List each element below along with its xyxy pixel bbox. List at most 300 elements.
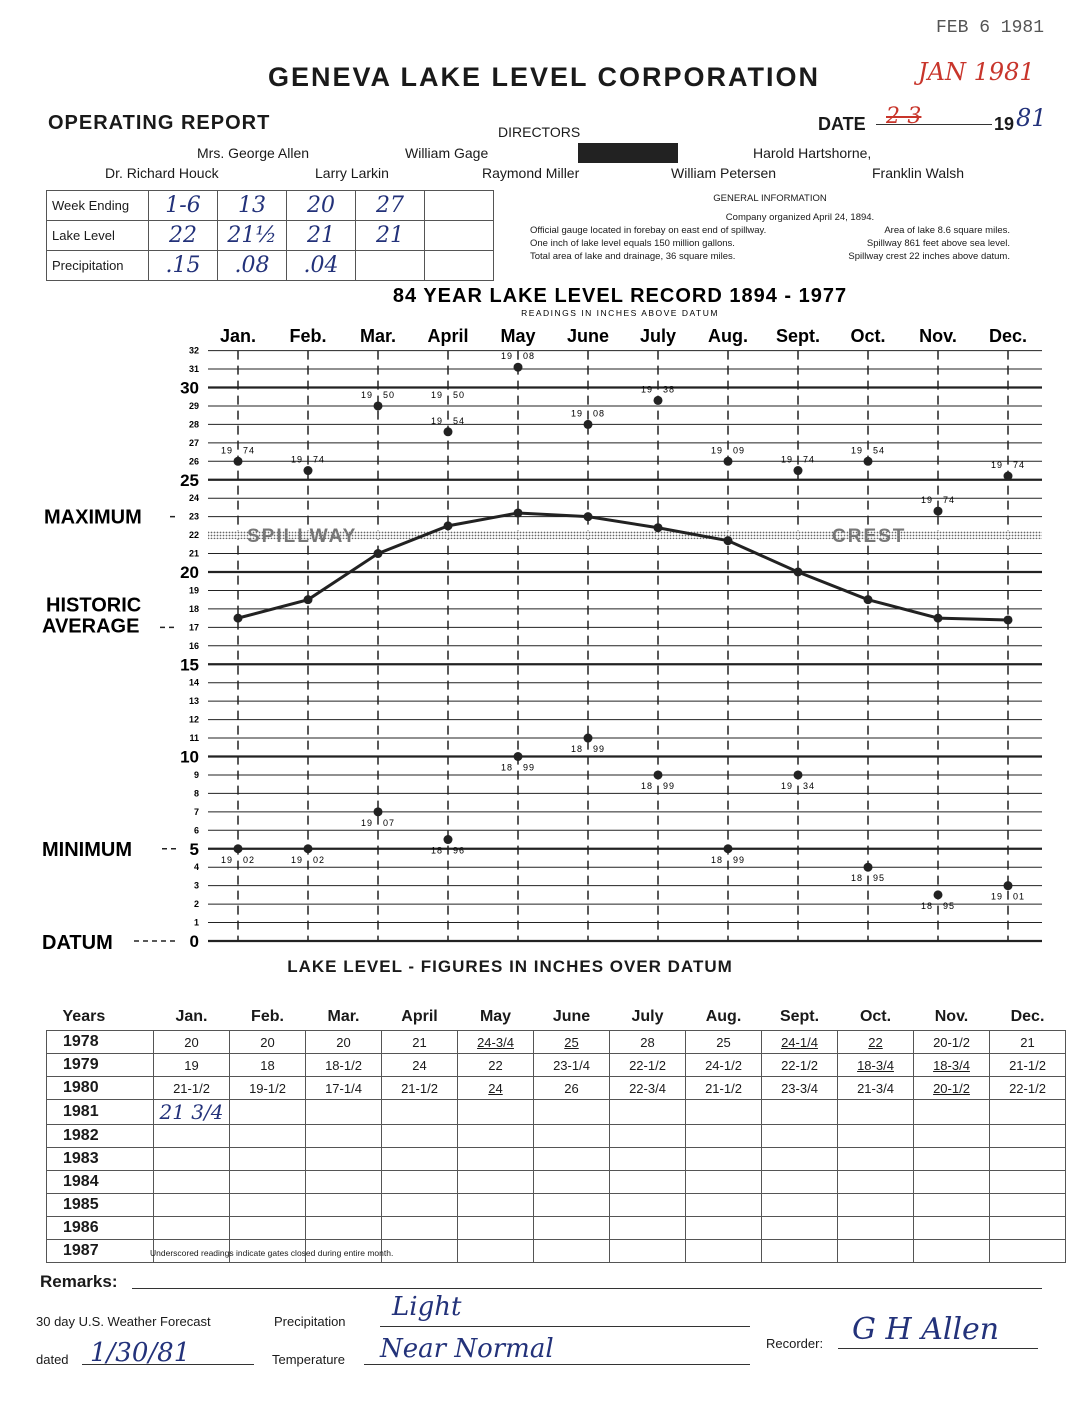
received-stamp: FEB 6 1981 — [936, 18, 1045, 38]
month-header: June — [552, 1008, 591, 1025]
y-tick-label: 28 — [188, 419, 199, 430]
level-cell: 19-1/2 — [230, 1077, 306, 1100]
min-year-label: 18 — [430, 845, 443, 856]
level-cell — [610, 1125, 686, 1148]
y-tick-label: 6 — [193, 825, 199, 836]
info-line: Area of lake 8.6 square miles. — [884, 225, 1010, 236]
cell: 21 — [307, 223, 335, 248]
level-cell — [382, 1100, 458, 1125]
level-cell — [382, 1171, 458, 1194]
director: Harold Hartshorne, — [753, 145, 872, 161]
y-tick-label: 24 — [188, 493, 199, 504]
footnote: Underscored readings indicate gates closed during entire month. — [150, 1248, 394, 1258]
level-cell — [610, 1100, 686, 1125]
max-year-label: 54 — [873, 445, 886, 456]
max-year-label: 19 — [430, 389, 443, 400]
level-cell — [534, 1125, 610, 1148]
level-cell — [534, 1100, 610, 1125]
level-cell — [914, 1240, 990, 1263]
remarks-line — [132, 1288, 1042, 1289]
max-year-label: 19 — [780, 454, 793, 465]
month-labels — [220, 326, 1027, 346]
cell: 21½ — [227, 223, 277, 248]
level-cell — [686, 1148, 762, 1171]
y-tick-label: 18 — [188, 603, 199, 614]
max-year-label: 09 — [733, 445, 746, 456]
level-cell: 21-1/2 — [686, 1077, 762, 1100]
y-tick-label: 32 — [188, 345, 199, 356]
average-point — [1004, 615, 1013, 624]
row-label: Precipitation — [47, 251, 149, 281]
min-year-label: 07 — [383, 817, 396, 828]
max-year-label: 19 — [220, 445, 233, 456]
level-cell — [230, 1194, 306, 1217]
temperature-line — [364, 1364, 750, 1365]
level-cell — [990, 1240, 1066, 1263]
y-tick-label: 4 — [193, 862, 199, 873]
y-tick-label: 21 — [188, 548, 199, 559]
month-label: Jan. — [219, 326, 257, 346]
info-line: One inch of lake level equals 150 million gallons. — [530, 238, 735, 249]
min-point — [864, 863, 873, 872]
y-tick-label: 23 — [188, 511, 199, 522]
chart-subtitle: READINGS IN INCHES ABOVE DATUM — [521, 308, 719, 318]
y-tick-label: 14 — [188, 677, 199, 688]
y-tick-label: 29 — [188, 400, 199, 411]
date-label: DATE — [818, 114, 866, 134]
average-point — [514, 508, 523, 517]
info-line: Total area of lake and drainage, 36 square miles. — [530, 251, 736, 262]
level-cell — [686, 1125, 762, 1148]
level-cell: 24-1/4 — [762, 1031, 838, 1054]
level-cell: 18-3/4 — [838, 1054, 914, 1077]
chart-grid — [208, 351, 1042, 941]
level-cell: 20 — [306, 1031, 382, 1054]
level-cell: 20 — [230, 1031, 306, 1054]
month-header: Sept. — [779, 1008, 820, 1025]
y-tick-label: 25 — [180, 470, 199, 490]
general-info-heading: GENERAL INFORMATION — [713, 193, 827, 204]
level-cell — [914, 1171, 990, 1194]
month-label: July — [639, 326, 677, 346]
level-cell — [230, 1171, 306, 1194]
max-point — [654, 396, 663, 405]
max-year-label: 38 — [663, 384, 676, 395]
average-point — [304, 595, 313, 604]
y-tick-label: 10 — [180, 747, 199, 767]
month-label: Feb. — [289, 326, 327, 346]
historic-label: HISTORIC — [46, 594, 142, 617]
level-cell — [154, 1125, 230, 1148]
info-line: Spillway crest 22 inches above datum. — [848, 251, 1010, 262]
level-cell: 18-3/4 — [914, 1054, 990, 1077]
average-point — [654, 523, 663, 532]
level-cell — [458, 1148, 534, 1171]
month-header: July — [631, 1008, 664, 1025]
level-cell — [306, 1217, 382, 1240]
min-year-label: 95 — [873, 873, 886, 884]
level-cell — [154, 1217, 230, 1240]
level-cell — [762, 1217, 838, 1240]
level-cell — [914, 1148, 990, 1171]
month-header: May — [479, 1008, 512, 1025]
figures-title: LAKE LEVEL - FIGURES IN INCHES OVER DATUM — [287, 957, 733, 976]
month-label: Dec. — [988, 326, 1028, 346]
director: Dr. Richard Houck — [105, 165, 219, 181]
min-point — [584, 734, 593, 743]
level-cell — [306, 1148, 382, 1171]
max-point — [1004, 472, 1013, 481]
average-point — [374, 549, 383, 558]
level-cell — [382, 1217, 458, 1240]
level-cell — [838, 1100, 914, 1125]
date-year-handwritten: 81 — [1016, 104, 1047, 132]
min-year-label: 18 — [920, 900, 933, 911]
max-year-label: 19 — [500, 351, 513, 362]
level-cell: 17-1/4 — [306, 1077, 382, 1100]
level-cell — [914, 1194, 990, 1217]
info-line: Spillway 861 feet above sea level. — [866, 238, 1010, 249]
level-cell — [990, 1125, 1066, 1148]
average-point — [934, 614, 943, 623]
level-cell — [610, 1171, 686, 1194]
month-header: Mar. — [327, 1008, 360, 1025]
year-cell: 1983 — [47, 1148, 154, 1171]
level-cell — [838, 1240, 914, 1263]
max-year-label: 19 — [850, 445, 863, 456]
directors-label: DIRECTORS — [498, 124, 581, 140]
minimum-label: MINIMUM — [42, 838, 132, 861]
level-cell: 24 — [458, 1077, 534, 1100]
table-row — [47, 1077, 1066, 1100]
dated-value: 1/30/81 — [90, 1338, 191, 1368]
month-header: Feb. — [251, 1008, 284, 1025]
max-year-label: 19 — [990, 460, 1003, 471]
average-point — [724, 536, 733, 545]
level-cell — [686, 1240, 762, 1263]
side-labels — [42, 507, 176, 954]
cell: 21 — [376, 223, 404, 248]
level-cell — [914, 1125, 990, 1148]
level-cell: 20-1/2 — [914, 1077, 990, 1100]
max-year-label: 74 — [1013, 460, 1026, 471]
level-cell — [306, 1100, 382, 1125]
max-point — [724, 457, 733, 466]
precipitation-line — [380, 1326, 750, 1327]
level-cell: 21-1/2 — [154, 1077, 230, 1100]
level-cell — [838, 1217, 914, 1240]
spillway-band — [208, 526, 1042, 547]
min-point — [1004, 881, 1013, 890]
y-tick-label: 7 — [193, 806, 199, 817]
min-year-label: 99 — [733, 854, 746, 865]
average-point — [864, 595, 873, 604]
date-year-printed: 19 — [994, 114, 1015, 134]
table-row — [47, 1148, 1066, 1171]
cell: 22 — [169, 223, 197, 248]
max-year-label: 74 — [313, 454, 326, 465]
year-cell: 1987 — [47, 1240, 154, 1263]
y-tick-label: 17 — [188, 622, 199, 633]
max-point — [444, 427, 453, 436]
level-cell — [686, 1217, 762, 1240]
level-cell — [990, 1171, 1066, 1194]
min-point — [234, 844, 243, 853]
level-cell — [914, 1100, 990, 1125]
level-cell: 24-3/4 — [458, 1031, 534, 1054]
y-tick-label: 2 — [193, 899, 199, 910]
level-cell — [762, 1240, 838, 1263]
y-tick-label: 26 — [188, 456, 199, 467]
cell: .04 — [303, 253, 339, 278]
y-tick-label: 19 — [188, 585, 199, 596]
cell: .08 — [234, 253, 270, 278]
report-label: OPERATING REPORT — [48, 112, 271, 134]
level-cell — [990, 1217, 1066, 1240]
min-point — [934, 890, 943, 899]
level-cell — [762, 1125, 838, 1148]
level-cell — [990, 1148, 1066, 1171]
month-label: Oct. — [850, 326, 886, 346]
level-cell: 22-3/4 — [610, 1077, 686, 1100]
year-cell: 1980 — [47, 1077, 154, 1100]
max-point — [934, 507, 943, 516]
y-tick-label: 27 — [188, 437, 199, 448]
month-header: Nov. — [934, 1008, 969, 1025]
level-cell — [154, 1194, 230, 1217]
average-point — [444, 521, 453, 530]
level-cell — [914, 1217, 990, 1240]
level-cell: 25 — [534, 1031, 610, 1054]
y-tick-label: 31 — [188, 364, 199, 375]
level-cell — [534, 1240, 610, 1263]
info-line: Official gauge located in forebay on east end of spillway. — [530, 225, 767, 236]
level-cell — [610, 1217, 686, 1240]
min-year-label: 18 — [640, 780, 653, 791]
y-tick-label: 12 — [188, 714, 199, 725]
level-cell: 21-1/2 — [990, 1054, 1066, 1077]
min-year-label: 99 — [593, 744, 606, 755]
level-cell — [990, 1194, 1066, 1217]
table-row — [47, 1217, 1066, 1240]
year-cell: 1981 — [47, 1100, 154, 1125]
y-tick-label: 22 — [188, 530, 199, 541]
level-cell — [230, 1100, 306, 1125]
level-cell — [534, 1194, 610, 1217]
min-year-label: 19 — [780, 780, 793, 791]
recorder-signature: G H Allen — [852, 1312, 1000, 1347]
level-cell: 28 — [610, 1031, 686, 1054]
month-label: June — [566, 326, 610, 346]
level-cell: 21-3/4 — [838, 1077, 914, 1100]
level-cell — [382, 1125, 458, 1148]
y-tick-label: 1 — [193, 917, 199, 928]
precipitation-label: Precipitation — [274, 1314, 346, 1329]
max-year-label: 74 — [943, 495, 956, 506]
min-year-label: 18 — [500, 762, 513, 773]
average-point — [794, 568, 803, 577]
table-row — [47, 1054, 1066, 1077]
level-cell — [154, 1148, 230, 1171]
director: William Gage — [405, 145, 489, 161]
level-cell: 23-3/4 — [762, 1077, 838, 1100]
month-label: Nov. — [919, 326, 957, 346]
level-cell: 22 — [838, 1031, 914, 1054]
min-year-label: 19 — [990, 891, 1003, 902]
level-cell: 23-1/4 — [534, 1054, 610, 1077]
year-cell: 1984 — [47, 1171, 154, 1194]
level-cell — [762, 1194, 838, 1217]
spillway-label: SPILLWAY — [247, 526, 358, 548]
min-year-label: 18 — [570, 744, 583, 755]
max-year-label: 74 — [803, 454, 816, 465]
level-cell — [838, 1171, 914, 1194]
datum-label: DATUM — [42, 932, 113, 954]
level-cell — [534, 1148, 610, 1171]
month-header: Jan. — [175, 1008, 208, 1025]
month-header: April — [401, 1008, 438, 1025]
level-cell — [382, 1194, 458, 1217]
max-year-label: 19 — [640, 384, 653, 395]
handwritten-month: JAN 1981 — [918, 58, 1035, 86]
director: Larry Larkin — [315, 165, 389, 181]
max-point — [374, 401, 383, 410]
level-cell — [458, 1125, 534, 1148]
min-point — [654, 770, 663, 779]
level-cell — [838, 1194, 914, 1217]
director: Franklin Walsh — [872, 165, 965, 181]
min-year-label: 34 — [803, 780, 816, 791]
y-tick-label: 13 — [188, 696, 199, 707]
level-cell — [306, 1125, 382, 1148]
y-tick-label: 0 — [189, 932, 199, 951]
table-row — [47, 1125, 1066, 1148]
level-cell — [458, 1217, 534, 1240]
level-cell: 18-1/2 — [306, 1054, 382, 1077]
max-year-label: 50 — [383, 389, 396, 400]
level-cell — [610, 1240, 686, 1263]
min-year-label: 99 — [523, 762, 536, 773]
max-year-label: 19 — [430, 415, 443, 426]
dated-label: dated — [36, 1352, 69, 1367]
max-point — [794, 466, 803, 475]
extreme-points — [221, 351, 1025, 911]
y-tick-label: 8 — [193, 788, 199, 799]
level-cell — [838, 1125, 914, 1148]
level-cell: 26 — [534, 1077, 610, 1100]
level-cell — [306, 1194, 382, 1217]
level-cell — [762, 1148, 838, 1171]
level-cell — [458, 1240, 534, 1263]
max-point — [864, 457, 873, 466]
min-year-label: 01 — [1013, 891, 1026, 902]
director: Raymond Miller — [482, 165, 580, 181]
level-cell: 21 — [990, 1031, 1066, 1054]
min-point — [724, 844, 733, 853]
level-cell — [458, 1100, 534, 1125]
y-tick-label: 30 — [180, 378, 199, 398]
level-cell: 22 — [458, 1054, 534, 1077]
temperature-label: Temperature — [272, 1352, 345, 1367]
y-tick-label: 15 — [180, 655, 199, 675]
level-cell — [534, 1217, 610, 1240]
level-cell — [990, 1100, 1066, 1125]
year-cell: 1978 — [47, 1031, 154, 1054]
cell: 20 — [307, 193, 335, 218]
row-label: Week Ending — [47, 191, 149, 221]
level-cell: 24 — [382, 1054, 458, 1077]
year-cell: 1982 — [47, 1125, 154, 1148]
figures-table — [46, 1004, 1066, 1263]
level-cell — [306, 1171, 382, 1194]
recorder-label: Recorder: — [766, 1336, 824, 1351]
level-cell — [534, 1171, 610, 1194]
level-cell — [230, 1148, 306, 1171]
level-cell: 22-1/2 — [990, 1077, 1066, 1100]
level-cell — [686, 1171, 762, 1194]
y-tick-label: 11 — [189, 733, 199, 744]
month-label: Aug. — [708, 326, 748, 346]
max-point — [584, 420, 593, 429]
table-row — [47, 1171, 1066, 1194]
y-tick-label: 5 — [189, 839, 199, 859]
level-cell: 24-1/2 — [686, 1054, 762, 1077]
cell: 1-6 — [165, 193, 201, 218]
min-year-label: 95 — [943, 900, 956, 911]
level-cell: 22-1/2 — [762, 1054, 838, 1077]
min-year-label: 96 — [453, 845, 466, 856]
level-cell — [838, 1148, 914, 1171]
month-label: Mar. — [359, 326, 397, 346]
min-year-label: 19 — [360, 817, 373, 828]
years-header: Years — [62, 1008, 106, 1025]
month-header: Oct. — [859, 1008, 892, 1025]
max-year-label: 74 — [243, 445, 256, 456]
cell: 27 — [376, 193, 404, 218]
cell: 13 — [238, 193, 266, 218]
min-year-label: 18 — [710, 854, 723, 865]
level-cell: 19 — [154, 1054, 230, 1077]
level-cell — [762, 1171, 838, 1194]
min-point — [514, 752, 523, 761]
recorder-line — [838, 1348, 1038, 1349]
month-label: May — [500, 326, 536, 346]
level-cell — [230, 1217, 306, 1240]
month-header: Aug. — [705, 1008, 742, 1025]
info-line: Company organized April 24, 1894. — [725, 212, 875, 223]
min-point — [304, 844, 313, 853]
max-year-label: 19 — [920, 495, 933, 506]
table-row — [47, 1100, 1066, 1125]
year-cell: 1979 — [47, 1054, 154, 1077]
min-point — [444, 835, 453, 844]
max-point — [304, 466, 313, 475]
level-cell: 18 — [230, 1054, 306, 1077]
level-cell: 25 — [686, 1031, 762, 1054]
level-cell — [154, 1171, 230, 1194]
min-year-label: 19 — [290, 854, 303, 865]
min-year-label: 99 — [663, 780, 676, 791]
y-tick-label: 3 — [193, 880, 199, 891]
min-year-label: 18 — [850, 873, 863, 884]
cell: .15 — [165, 253, 201, 278]
year-cell: 1986 — [47, 1217, 154, 1240]
max-year-label: 08 — [523, 351, 536, 362]
max-point — [234, 457, 243, 466]
level-cell: 21 — [382, 1031, 458, 1054]
director: Mrs. George Allen — [197, 145, 310, 161]
average-point — [234, 614, 243, 623]
